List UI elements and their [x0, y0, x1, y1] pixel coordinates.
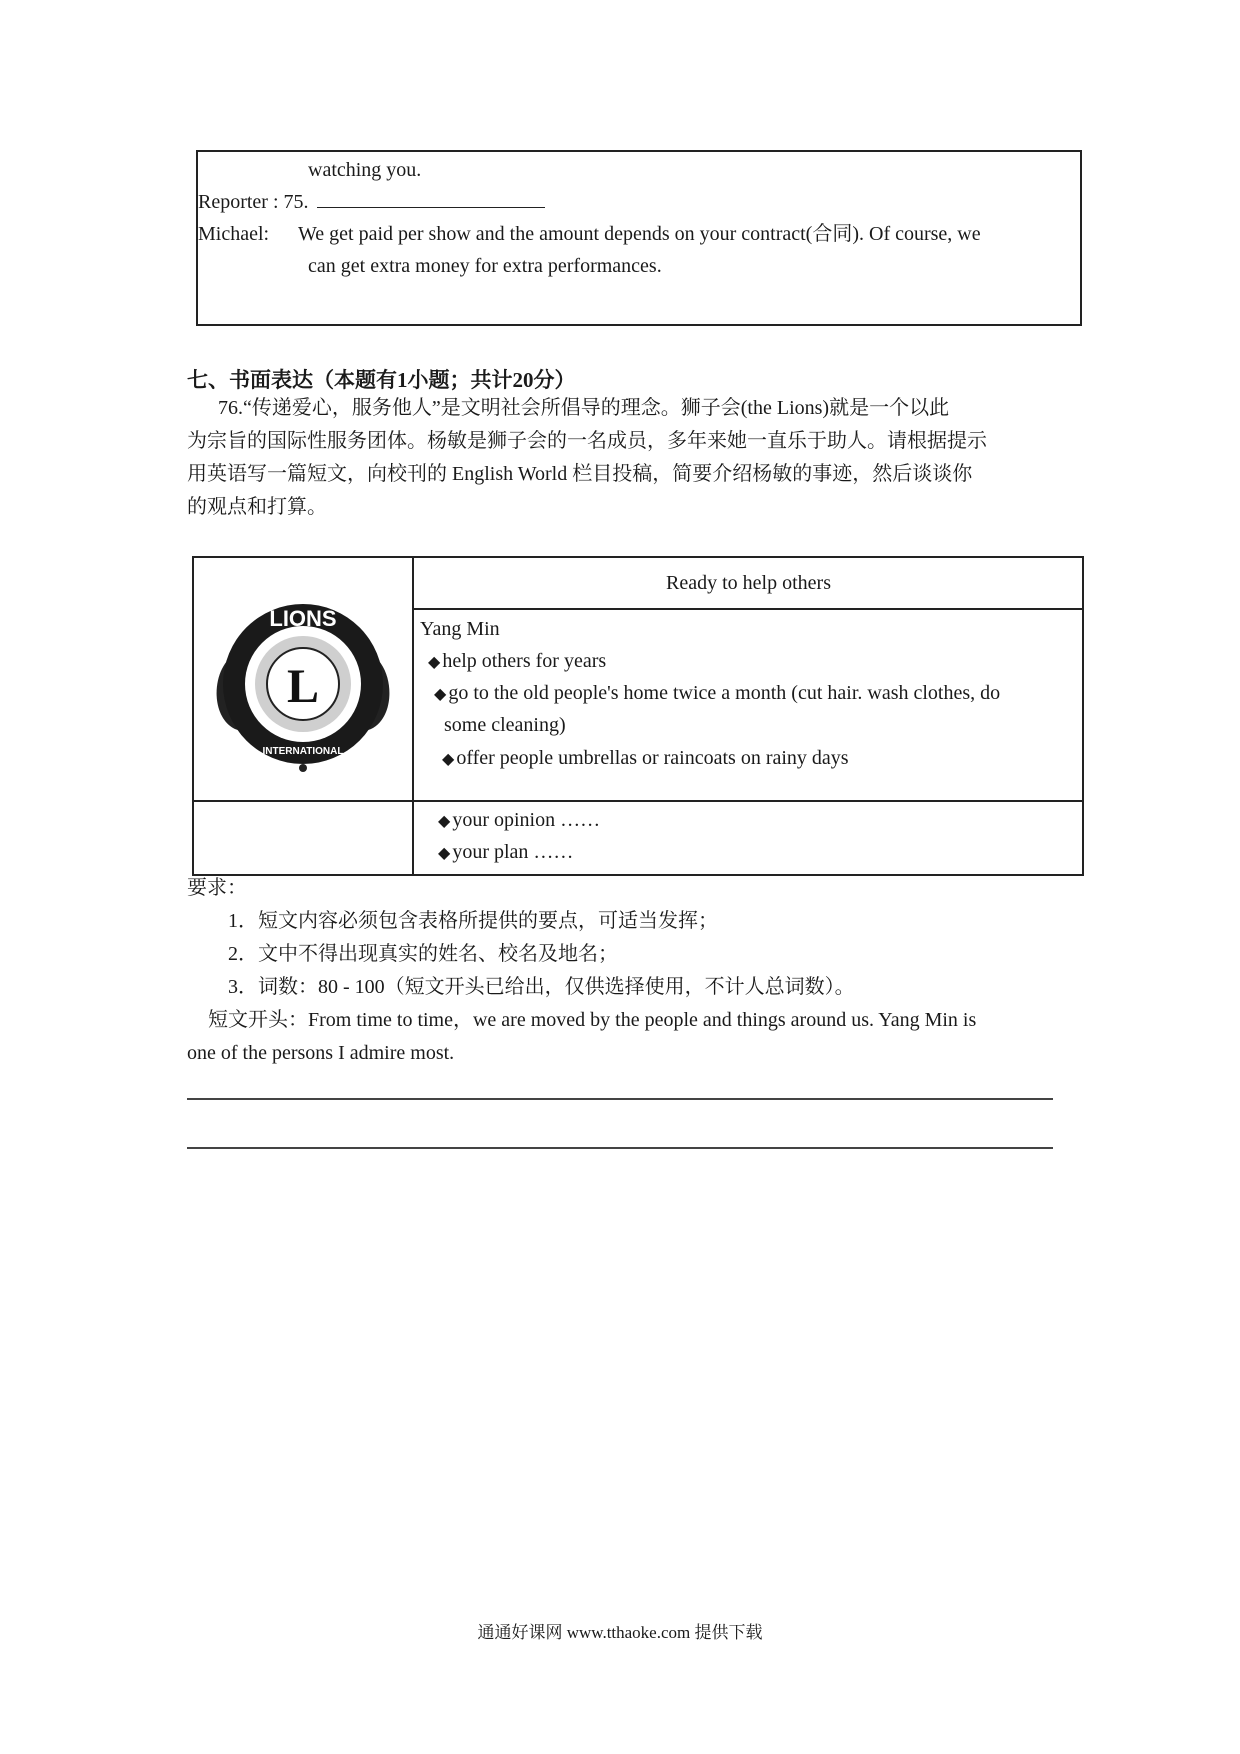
opening-line: one of the persons I admire most. [187, 1042, 455, 1064]
logo-text-bottom: INTERNATIONAL [262, 746, 344, 757]
dialog-line: watching you. [308, 159, 422, 181]
prompt-line: 为宗旨的国际性服务团体。杨敏是狮子会的一名成员，多年来她一直乐于助人。请根据提示 [187, 430, 987, 452]
diamond-icon: ◆ [434, 686, 447, 703]
logo-text-top: LIONS [269, 606, 337, 631]
logo-letter: L [286, 660, 320, 713]
footer-text: 通通好课网 www.tthaoke.com 提供下载 [477, 1623, 763, 1642]
diamond-icon: ◆ [428, 654, 441, 671]
bullet-item: ◆ your plan …… [438, 841, 574, 863]
diamond-icon: ◆ [438, 813, 451, 830]
answer-blank-75[interactable] [317, 189, 545, 208]
michael-line: We get paid per show and the amount depends on your contract(合同). Of course, we [298, 223, 981, 245]
table-divider [412, 608, 1082, 610]
requirement-item: 3．词数：80 - 100（短文开头已给出，仅供选择使用，不计人总词数）。 [228, 976, 855, 998]
bullet-item-continued: some cleaning) [444, 714, 566, 736]
writing-line[interactable] [187, 1147, 1053, 1149]
opening-line: 短文开头：From time to time，we are moved by the people and things around us. Yang Min is [208, 1009, 977, 1031]
michael-line: can get extra money for extra performances. [308, 255, 662, 277]
reporter-label: Reporter : 75. [198, 191, 309, 213]
table-header: Ready to help others [666, 572, 831, 594]
prompt-line: 的观点和打算。 [187, 496, 327, 518]
prompt-line: 76.“传递爱心，服务他人”是文明社会所倡导的理念。狮子会(the Lions)就是一个以此 [218, 397, 950, 419]
prompt-line: 用英语写一篇短文，向校刊的 English World 栏目投稿，简要介绍杨敏的事迹，然后谈谈你 [187, 463, 973, 485]
reporter-line [198, 188, 545, 216]
outline-table [192, 556, 1084, 876]
diamond-icon: ◆ [438, 845, 451, 862]
requirements-label: 要求： [187, 877, 247, 899]
dialog-box [196, 150, 1082, 326]
michael-label: Michael: [198, 223, 270, 245]
table-divider [412, 558, 414, 874]
requirement-item: 1．短文内容必须包含表格所提供的要点，可适当发挥； [228, 910, 718, 932]
requirement-item: 2．文中不得出现真实的姓名、校名及地名； [228, 943, 618, 965]
bullet-item: ◆ help others for years [428, 650, 607, 672]
lions-logo [208, 582, 398, 782]
section-title: 七、书面表达（本题有1小题；共计20分） [187, 368, 576, 392]
person-name: Yang Min [420, 618, 500, 640]
bullet-item: ◆ your opinion …… [438, 809, 601, 831]
table-divider [194, 800, 1082, 802]
bullet-item: ◆ offer people umbrellas or raincoats on rainy days [442, 747, 849, 769]
bullet-item: ◆ go to the old people's home twice a month (cut hair. wash clothes, do [434, 682, 1001, 704]
writing-line[interactable] [187, 1098, 1053, 1100]
diamond-icon: ◆ [442, 751, 455, 768]
